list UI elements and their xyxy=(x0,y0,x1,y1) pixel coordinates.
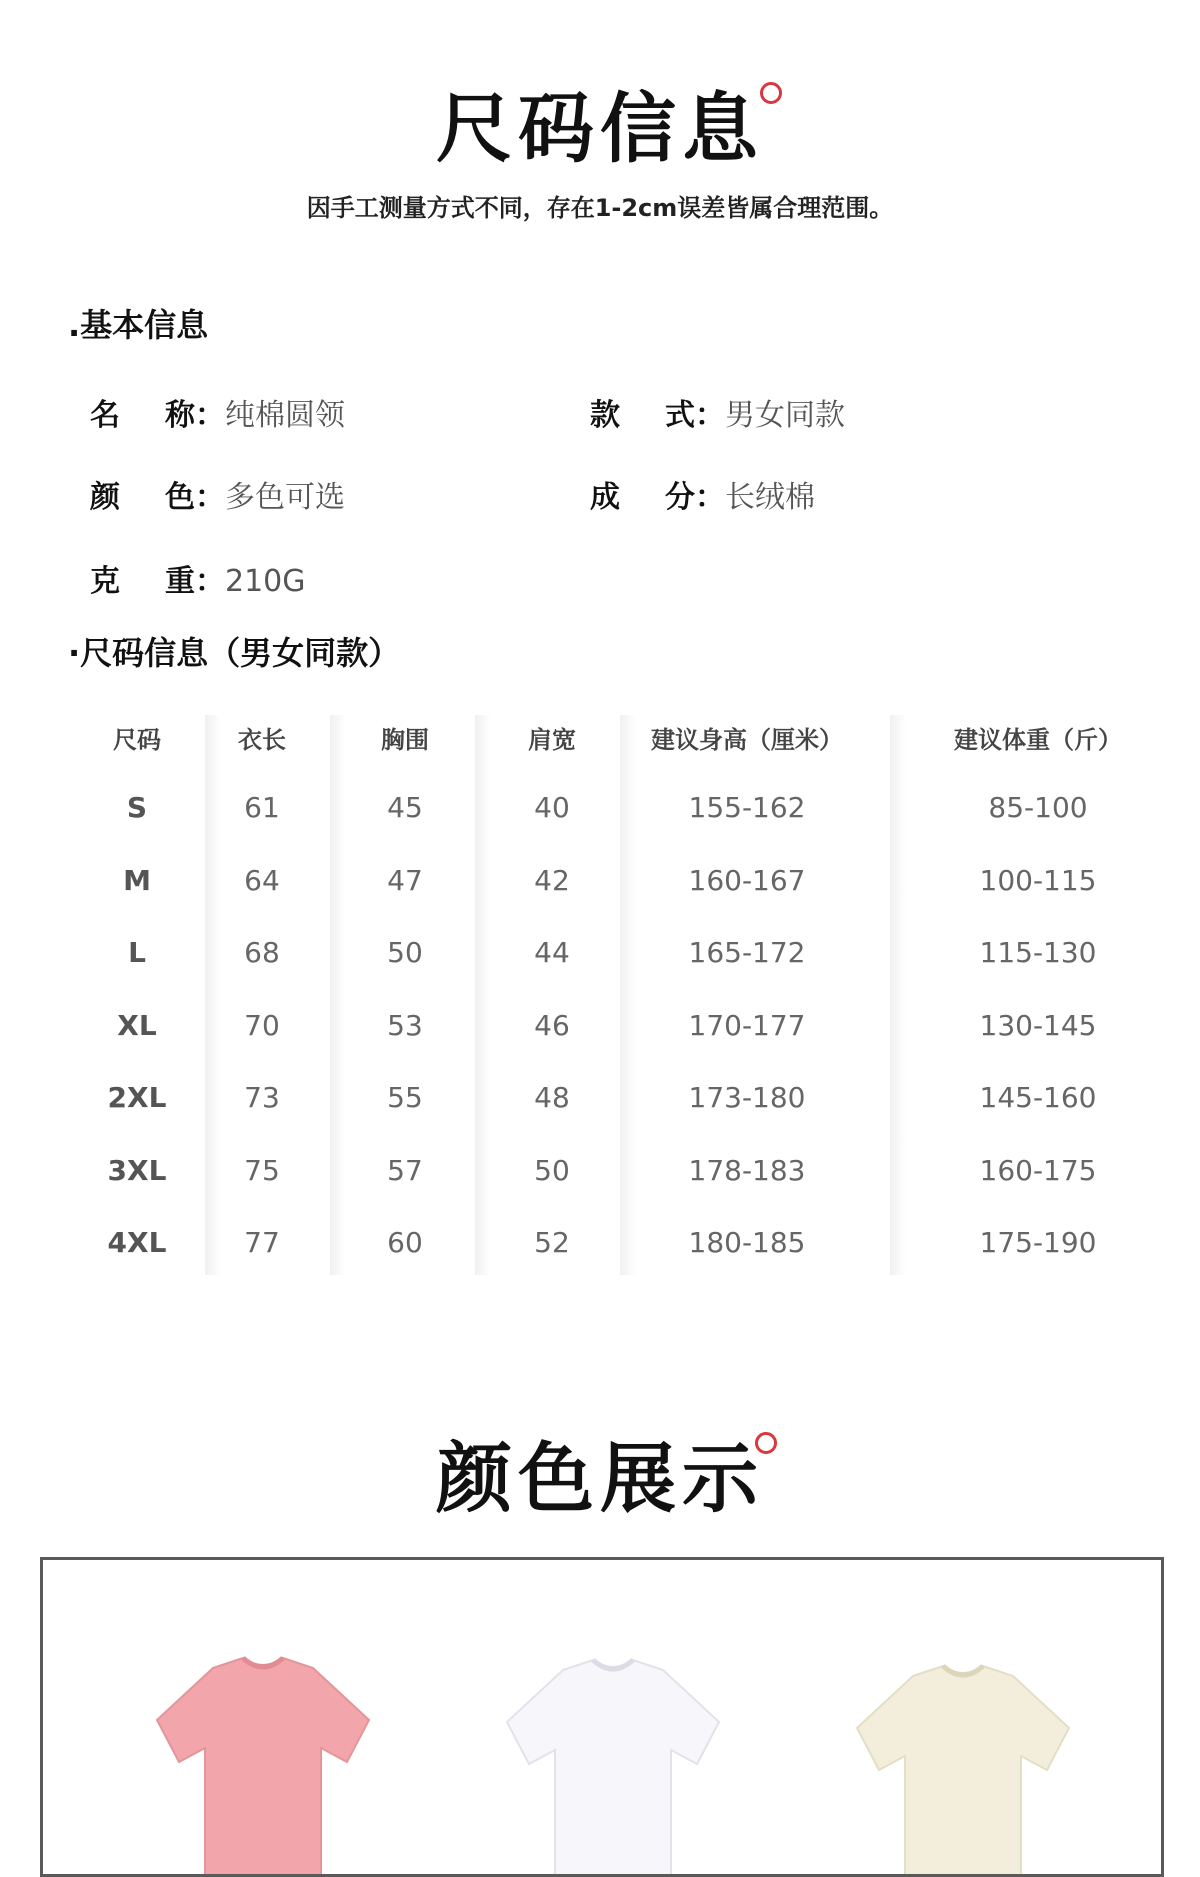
column-divider xyxy=(475,715,491,1275)
tshirt-pink-icon xyxy=(143,1650,383,1877)
info-style-row xyxy=(590,390,845,434)
size-label-cell: M xyxy=(123,863,151,897)
size-label-cell: S xyxy=(126,791,148,824)
table-cell: 145-160 xyxy=(979,1081,1097,1114)
table-cell: 173-180 xyxy=(688,1081,806,1114)
table-cell: 175-190 xyxy=(979,1226,1097,1259)
info-value: 纯棉圆领 xyxy=(225,398,345,433)
table-cell: 75 xyxy=(244,1153,280,1187)
table-cell: 50 xyxy=(387,936,423,969)
table-cell: 165-172 xyxy=(688,936,806,969)
table-cell: 50 xyxy=(534,1153,570,1187)
page-title: 尺码信息 xyxy=(436,84,764,173)
info-color-row xyxy=(90,472,345,516)
color-display-title: 颜色展示 xyxy=(436,1434,764,1523)
size-label-cell: L xyxy=(128,936,146,969)
tshirt-cream-icon xyxy=(843,1658,1083,1877)
size-label-cell: 2XL xyxy=(107,1081,167,1114)
column-divider xyxy=(890,715,906,1275)
table-header-cell: 建议体重（斤） xyxy=(954,726,1122,754)
info-label: 颜 色： xyxy=(90,480,225,515)
column-divider xyxy=(205,715,221,1275)
table-cell: 160-167 xyxy=(688,863,806,897)
table-cell: 40 xyxy=(534,791,570,824)
info-value: 多色可选 xyxy=(225,480,345,515)
red-circle-icon xyxy=(760,82,782,104)
table-cell: 170-177 xyxy=(688,1008,806,1042)
table-cell: 42 xyxy=(534,863,570,897)
column-divider xyxy=(620,715,636,1275)
table-cell: 52 xyxy=(534,1226,570,1259)
table-cell: 47 xyxy=(387,863,423,897)
table-header-cell: 肩宽 xyxy=(528,726,576,754)
info-weight-row xyxy=(90,556,306,600)
table-cell: 77 xyxy=(244,1226,280,1259)
info-label: 成 分： xyxy=(590,480,725,515)
info-label: 克 重： xyxy=(90,564,225,599)
size-label-cell: XL xyxy=(117,1008,157,1042)
table-cell: 44 xyxy=(534,936,570,969)
size-label-cell: 4XL xyxy=(107,1226,167,1259)
table-cell: 55 xyxy=(387,1081,423,1114)
table-cell: 60 xyxy=(387,1226,423,1259)
size-table-heading: ·尺码信息（男女同款） xyxy=(68,634,401,672)
info-value: 长绒棉 xyxy=(725,480,815,515)
table-cell: 46 xyxy=(534,1008,570,1042)
table-cell: 85-100 xyxy=(988,791,1088,824)
size-label-cell: 3XL xyxy=(107,1153,167,1187)
info-label: 名 称： xyxy=(90,398,225,433)
info-label: 款 式： xyxy=(590,398,725,433)
table-header-cell: 衣长 xyxy=(238,726,286,754)
table-cell: 155-162 xyxy=(688,791,806,824)
table-cell: 115-130 xyxy=(979,936,1097,969)
table-cell: 53 xyxy=(387,1008,423,1042)
table-cell: 130-145 xyxy=(979,1008,1097,1042)
table-cell: 68 xyxy=(244,936,280,969)
table-cell: 178-183 xyxy=(688,1153,806,1187)
table-cell: 48 xyxy=(534,1081,570,1114)
info-material-row xyxy=(590,472,815,516)
table-cell: 100-115 xyxy=(979,863,1097,897)
measurement-note: 因手工测量方式不同，存在1-2cm误差皆属合理范围。 xyxy=(306,194,894,222)
table-cell: 64 xyxy=(244,863,280,897)
red-circle-icon xyxy=(755,1432,777,1454)
table-cell: 57 xyxy=(387,1153,423,1187)
tshirt-white-icon xyxy=(493,1652,733,1877)
table-header-cell: 建议身高（厘米） xyxy=(651,726,843,754)
column-divider xyxy=(330,715,346,1275)
color-title-wrap xyxy=(0,1418,1200,1527)
table-header-cell: 尺码 xyxy=(113,726,161,754)
table-header-cell: 胸围 xyxy=(381,726,429,754)
table-cell: 61 xyxy=(244,791,280,824)
color-gallery-frame xyxy=(40,1557,1164,1877)
table-cell: 160-175 xyxy=(979,1153,1097,1187)
table-cell: 73 xyxy=(244,1081,280,1114)
table-cell: 45 xyxy=(387,791,423,824)
table-cell: 180-185 xyxy=(688,1226,806,1259)
size-info-title-wrap xyxy=(0,68,1200,177)
table-cell: 70 xyxy=(244,1008,280,1042)
basic-info-heading: .基本信息 xyxy=(68,306,209,344)
info-value: 男女同款 xyxy=(725,398,845,433)
info-value: 210G xyxy=(225,564,306,599)
info-name-row xyxy=(90,390,345,434)
